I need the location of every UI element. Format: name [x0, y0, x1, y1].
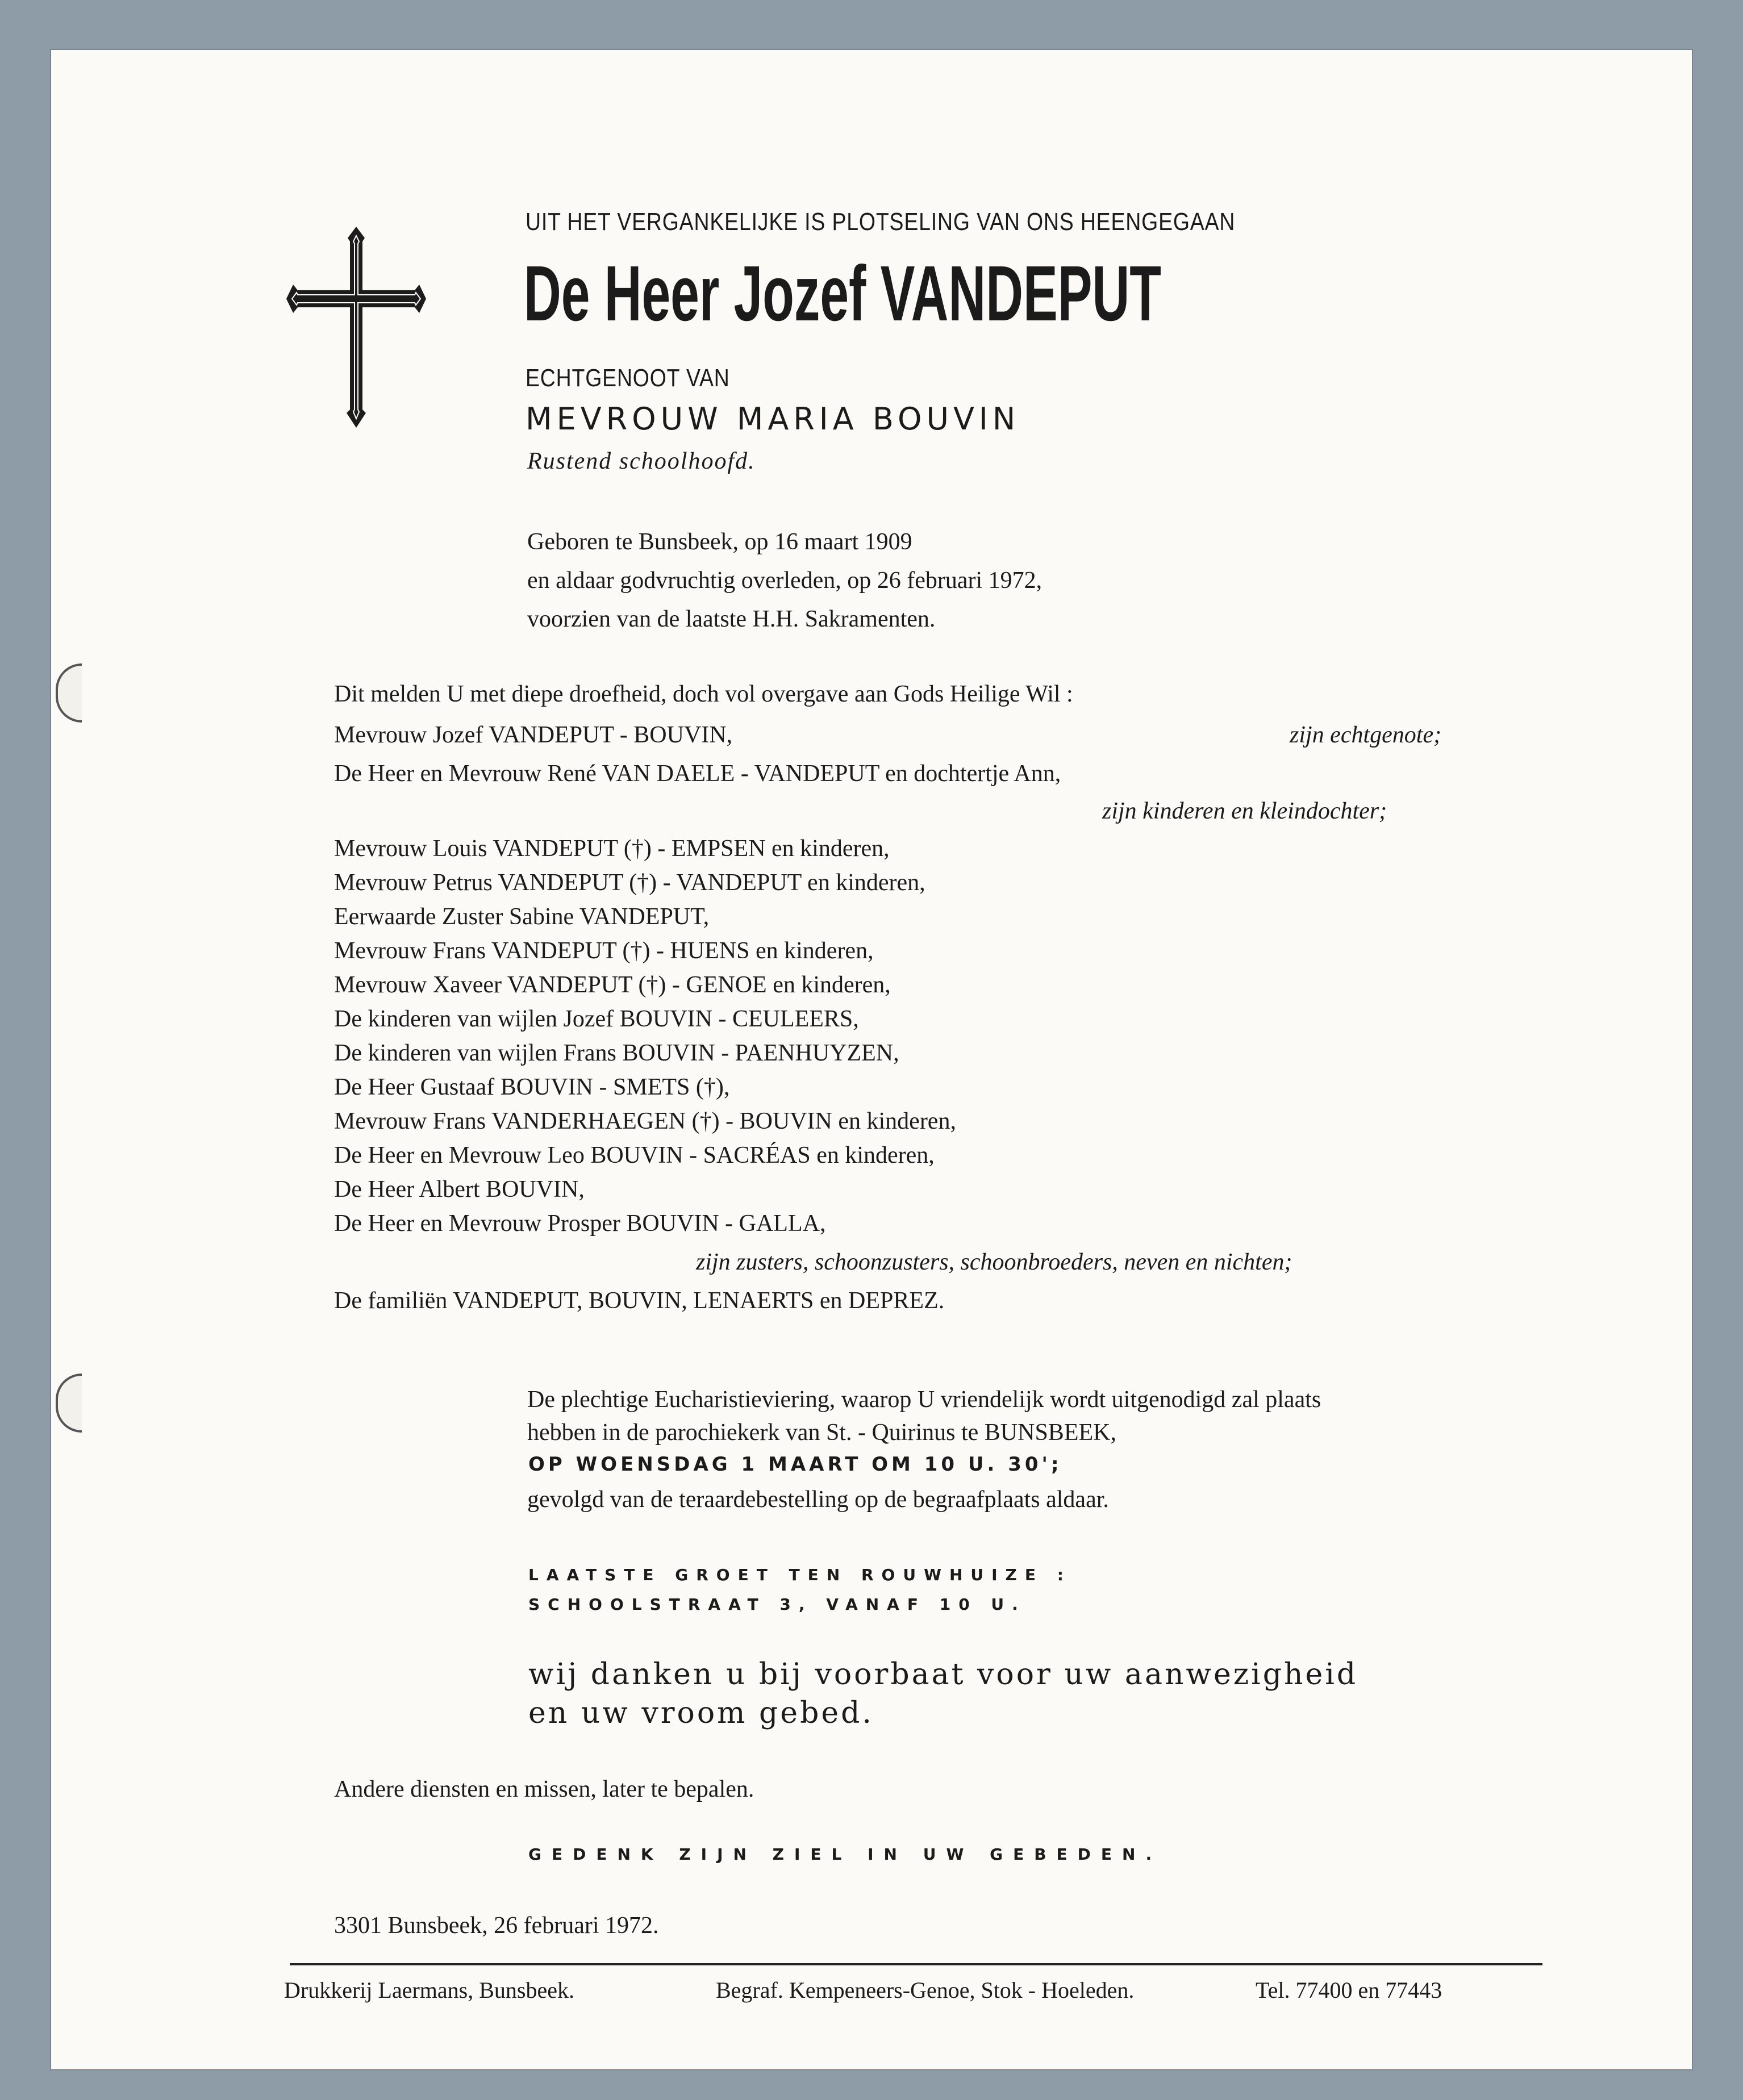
relative-2: Mevrouw Petrus VANDEPUT (†) - VANDEPUT en kinderen,: [334, 870, 925, 896]
relative-3: Eerwaarde Zuster Sabine VANDEPUT,: [334, 904, 710, 930]
children-role: zijn kinderen en kleindochter;: [1102, 798, 1387, 824]
footer-printer: Drukkerij Laermans, Bunsbeek.: [284, 1977, 574, 2003]
thanks-line-2: en uw vroom gebed.: [528, 1696, 874, 1730]
service-line-4: gevolgd van de teraardebestelling op de begraafplaats aldaar.: [527, 1487, 1109, 1513]
farewell-line-2: SCHOOLSTRAAT 3, VANAF 10 U.: [528, 1595, 1026, 1614]
families-line: De familiën VANDEPUT, BOUVIN, LENAERTS en DEPREZ.: [334, 1288, 945, 1314]
deceased-name: De Heer Jozef VANDEPUT: [524, 250, 1161, 337]
other-services: Andere diensten en missen, later te bepalen.: [334, 1776, 754, 1802]
birth-line-1: Geboren te Bunsbeek, op 16 maart 1909: [527, 529, 912, 555]
farewell-line-1: LAATSTE GROET TEN ROUWHUIZE :: [528, 1565, 1071, 1584]
wife-name: Mevrouw Jozef VANDEPUT - BOUVIN,: [334, 722, 733, 748]
relative-6: De kinderen van wijlen Jozef BOUVIN - CEULEERS,: [334, 1006, 859, 1032]
spouse-name: MEVROUW MARIA BOUVIN: [526, 401, 1020, 437]
relative-10: De Heer en Mevrouw Leo BOUVIN - SACRÉAS en kinderen,: [334, 1142, 935, 1168]
relative-1: Mevrouw Louis VANDEPUT (†) - EMPSEN en kinderen,: [334, 836, 890, 862]
birth-line-2: en aldaar godvruchtig overleden, op 26 februari 1972,: [527, 567, 1043, 594]
relative-8: De Heer Gustaaf BOUVIN - SMETS (†),: [334, 1074, 730, 1100]
intro-line: UIT HET VERGANKELIJKE IS PLOTSELING VAN ONS HEENGEGAAN: [526, 208, 1236, 236]
children-name: De Heer en Mevrouw René VAN DAELE - VANDEPUT en dochtertje Ann,: [334, 761, 1061, 787]
footer-divider: [290, 1963, 1542, 1965]
service-line-2: hebben in de parochiekerk van St. - Quirinus te BUNSBEEK,: [527, 1420, 1116, 1446]
service-line-1: De plechtige Eucharistieviering, waarop U vriendelijk wordt uitgenodigd zal plaats: [527, 1387, 1321, 1413]
cross-icon: [285, 222, 427, 432]
footer-undertaker: Begraf. Kempeneers-Genoe, Stok - Hoeleden.: [716, 1977, 1135, 2003]
remember-line: GEDENK ZIJN ZIEL IN UW GEBEDEN.: [528, 1845, 1162, 1864]
announcement: Dit melden U met diepe droefheid, doch vol overgave aan Gods Heilige Wil :: [334, 681, 1073, 707]
footer-phone: Tel. 77400 en 77443: [1256, 1977, 1442, 2003]
place-date: 3301 Bunsbeek, 26 februari 1972.: [334, 1913, 659, 1939]
relative-5: Mevrouw Xaveer VANDEPUT (†) - GENOE en kinderen,: [334, 972, 891, 998]
binder-hole-bottom: [56, 1373, 82, 1433]
birth-line-3: voorzien van de laatste H.H. Sakramenten.: [527, 606, 936, 632]
relative-11: De Heer Albert BOUVIN,: [334, 1176, 585, 1203]
relatives-role: zijn zusters, schoonzusters, schoonbroeders, neven en nichten;: [696, 1249, 1292, 1275]
thanks-line-1: wij danken u bij voorbaat voor uw aanwezigheid: [528, 1658, 1358, 1692]
relative-9: Mevrouw Frans VANDERHAEGEN (†) - BOUVIN en kinderen,: [334, 1108, 956, 1134]
wife-role: zijn echtgenote;: [1290, 722, 1442, 748]
binder-hole-top: [56, 663, 82, 723]
service-date: OP WOENSDAG 1 MAART OM 10 U. 30';: [528, 1453, 1062, 1476]
relative-7: De kinderen van wijlen Frans BOUVIN - PAENHUYZEN,: [334, 1040, 899, 1066]
spouse-label: ECHTGENOOT VAN: [526, 364, 730, 392]
relative-4: Mevrouw Frans VANDEPUT (†) - HUENS en kinderen,: [334, 938, 874, 964]
relative-12: De Heer en Mevrouw Prosper BOUVIN - GALLA,: [334, 1210, 826, 1237]
mourning-card: [51, 50, 1692, 2069]
occupation: Rustend schoolhoofd.: [527, 448, 756, 474]
